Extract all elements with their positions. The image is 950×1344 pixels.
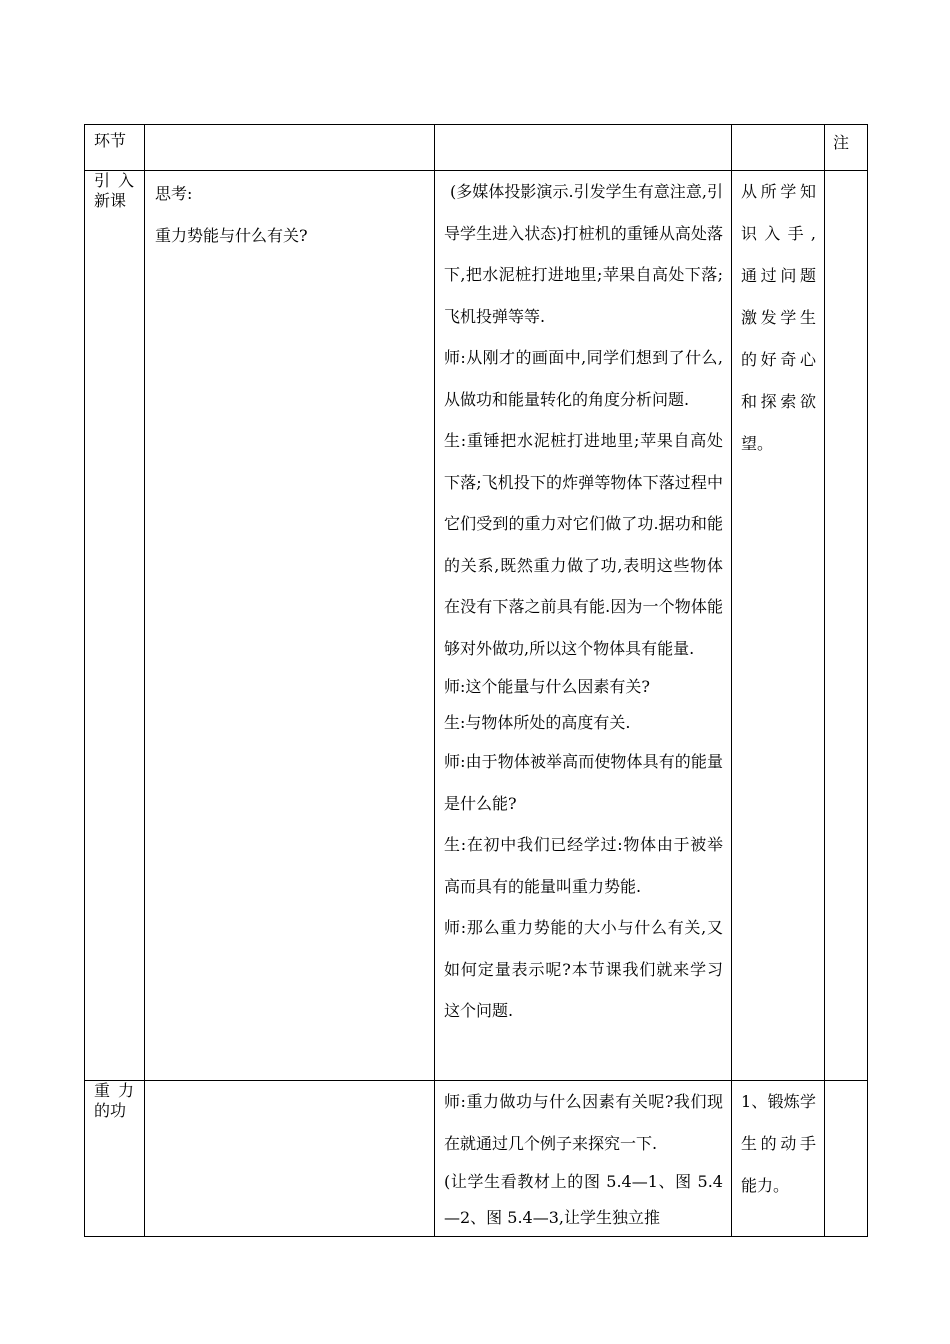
stage-cell-gravity-work [85,1081,145,1237]
header-col4-cell [732,125,825,171]
think-cell-intro [145,171,435,1081]
header-stage-cell: 环节 [85,125,145,171]
process-paragraph: 生:重锤把水泥桩打进地里;苹果自高处下落;飞机投下的炸弹等物体下落过程中它们受到的重力对它们做了功.据功和能的关系,既然重力做了功,表明这些物体在没有下落之前具有能.因为一个物体能够对外做功,所以这个物体具有能量. [444,431,723,658]
process-paragraph: (多媒体投影演示.引发学生有意注意,引导学生进入状态)打桩机的重锤从高处落下,把水泥桩打进地里;苹果自高处下落;飞机投弹等等. [444,182,723,326]
process-paragraph: 师:由于物体被举高而使物体具有的能量是什么能? [444,752,723,813]
intent-line: 生的动手 [741,1134,816,1153]
process-paragraph: (让学生看教材上的图 5.4—1、图 5.4—2、图 5.4—3,让学生独立推 [444,1172,723,1227]
stage-label-line2: 新课 [94,191,127,210]
intent-line: 识入手, [741,224,816,243]
intent-line: 激发学生 [741,308,816,327]
stage-label-line2: 的功 [94,1101,127,1120]
process-paragraph: 师:重力做功与什么因素有关呢?我们现在就通过几个例子来探究一下. [444,1092,723,1153]
note-cell-intro [825,171,868,1081]
stage-label-line1: 重 力 [94,1081,134,1100]
process-paragraph: 师:这个能量与什么因素有关? [444,677,650,696]
header-col2-cell [145,125,435,171]
process-cell-intro [435,171,732,1081]
intent-line: 和探索欲 [741,392,816,411]
lesson-plan-table [84,124,868,1237]
intent-line: 的好奇心 [741,350,816,369]
intent-line: 1、锻炼学 [741,1092,816,1111]
table-row-intro [85,171,868,1081]
intent-line: 从所学知 [741,182,816,201]
note-cell-gravity-work [825,1081,868,1237]
intent-line: 通过问题 [741,266,816,285]
think-title: 思考: [155,184,193,203]
process-paragraph: 师:那么重力势能的大小与什么有关,又如何定量表示呢?本节课我们就来学习这个问题. [444,918,723,1020]
think-cell-gravity-work [145,1081,435,1237]
process-paragraph: 师:从刚才的画面中,同学们想到了什么,从做功和能量转化的角度分析问题. [444,348,723,409]
process-paragraph: 生:在初中我们已经学过:物体由于被举高而具有的能量叫重力势能. [444,835,723,896]
intent-cell-gravity-work [732,1081,825,1237]
stage-cell-intro [85,171,145,1081]
header-note-cell: 注 [825,125,868,171]
table-header-row [85,125,868,171]
table-row-gravity-work [85,1081,868,1237]
header-col3-cell [435,125,732,171]
process-paragraph: 生:与物体所处的高度有关. [444,713,631,732]
stage-label-line1: 引 入 [94,171,134,190]
process-cell-gravity-work [435,1081,732,1237]
intent-line: 能力。 [741,1176,790,1195]
think-question: 重力势能与什么有关? [155,226,308,245]
intent-cell-intro [732,171,825,1081]
intent-line: 望。 [741,434,774,453]
